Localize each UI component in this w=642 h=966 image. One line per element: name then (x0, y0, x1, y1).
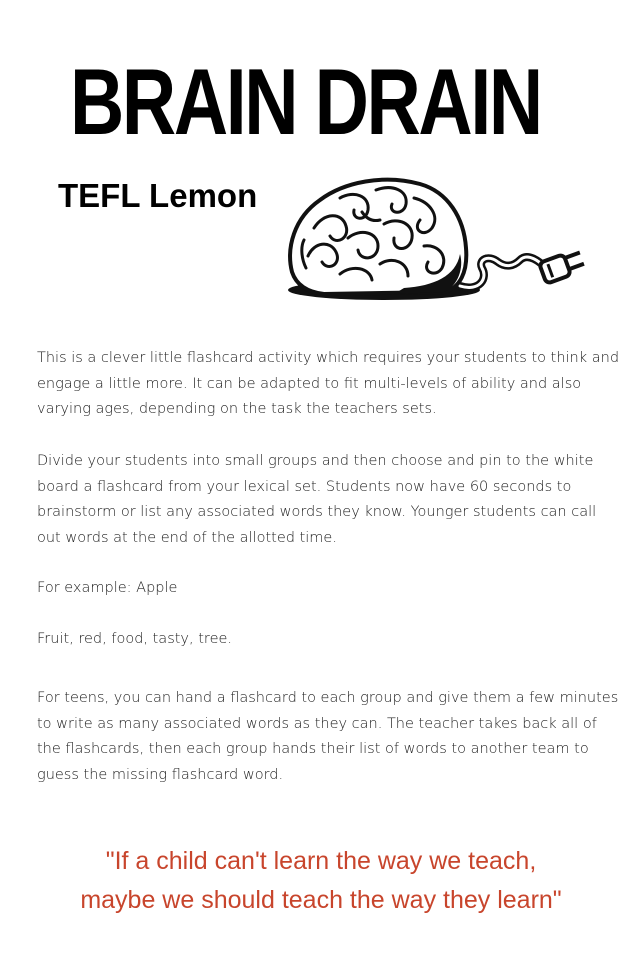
paragraph-intro: This is a clever little flashcard activity which requires your students to think and engage a little more. It can be adapted to fit multi-levels of ability and also varying ages, depending on the task the teachers sets. (37, 350, 620, 417)
paragraph-teens: For teens, you can hand a flashcard to each group and give them a few minutes to write as many associated words as they can. The teacher takes back all of the flashcards, then each group hands their list of words to another team to guess the missing flashcard word. (37, 690, 619, 783)
quote-line-2: maybe we should teach the way they learn" (80, 886, 562, 914)
paragraph-example: For example: Apple (37, 580, 178, 596)
brain-with-plug-icon (284, 168, 596, 308)
quote-line-1: "If a child can't learn the way we teach, (105, 847, 537, 875)
page-subtitle: TEFL Lemon (58, 177, 258, 214)
paragraph-instructions: Divide your students into small groups and then choose and pin to the white board a flashcard from your lexical set. Students now have 60 seconds to brainstorm or list any associated words they know. Younger students can call out words at the end of the allotted time. (37, 453, 597, 546)
page-title: BRAIN DRAIN (70, 49, 541, 154)
paragraph-example-words: Fruit, red, food, tasty, tree. (37, 631, 233, 647)
closing-quote (0, 842, 642, 920)
